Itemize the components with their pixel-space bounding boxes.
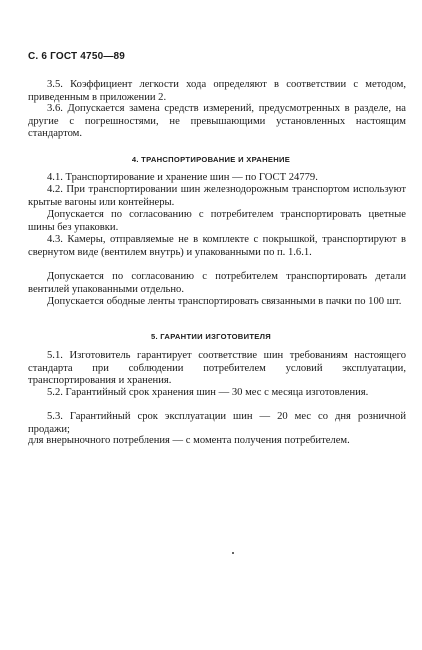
paragraph-5-3-note: для внерыночного потребления — с момента получения потребителем. xyxy=(28,435,350,446)
section-title-transport: 4. ТРАНСПОРТИРОВАНИЕ И ХРАНЕНИЕ xyxy=(131,155,291,164)
scan-speck xyxy=(232,552,234,554)
paragraph-4-2-note: Допускается по согласованию с потребителем транспортировать цветные шины без упаковки. xyxy=(28,209,406,233)
paragraph-5-3: 5.3. Гарантийный срок эксплуатации шин — 20 мес со дня розничной продажи; xyxy=(28,411,406,435)
paragraph-4-3-note: Допускается по согласованию с потребителем транспортировать детали вентилей упакованными отдельно. xyxy=(28,271,406,295)
paragraph-5-1: 5.1. Изготовитель гарантирует соответствие шин требованиям настоящего стандарта при соблюдении потребителем условий эксплуатации, транспортирования и хранения. xyxy=(28,350,406,387)
paragraph-4-3-rims: Допускается ободные ленты транспортировать связанными в пачки по 100 шт. xyxy=(47,296,402,307)
paragraph-5-2: 5.2. Гарантийный срок хранения шин — 30 мес с месяца изготовления. xyxy=(47,387,369,398)
paragraph-3-6: 3.6. Допускается замена средств измерений, предусмотренных в разделе, на другие с погрешностями, не превышающими установленных настоящим стандартом. xyxy=(28,103,406,140)
paragraph-4-2: 4.2. При транспортировании шин железнодорожным транспортом используют крытые вагоны или контейнеры. xyxy=(28,184,406,208)
paragraph-3-5: 3.5. Коэффициент легкости хода определяют в соответствии с методом, приведенным в приложении 2. xyxy=(28,79,406,103)
paragraph-4-1: 4.1. Транспортирование и хранение шин — по ГОСТ 24779. xyxy=(47,172,318,183)
section-title-warranty: 5. ГАРАНТИИ ИЗГОТОВИТЕЛЯ xyxy=(150,332,272,341)
page-header: С. 6 ГОСТ 4750—89 xyxy=(28,51,126,62)
paragraph-4-3: 4.3. Камеры, отправляемые не в комплекте с покрышкой, транспортируют в свернутом виде (вентилем внутрь) и упакованными по п. 1.6.1. xyxy=(28,234,406,258)
